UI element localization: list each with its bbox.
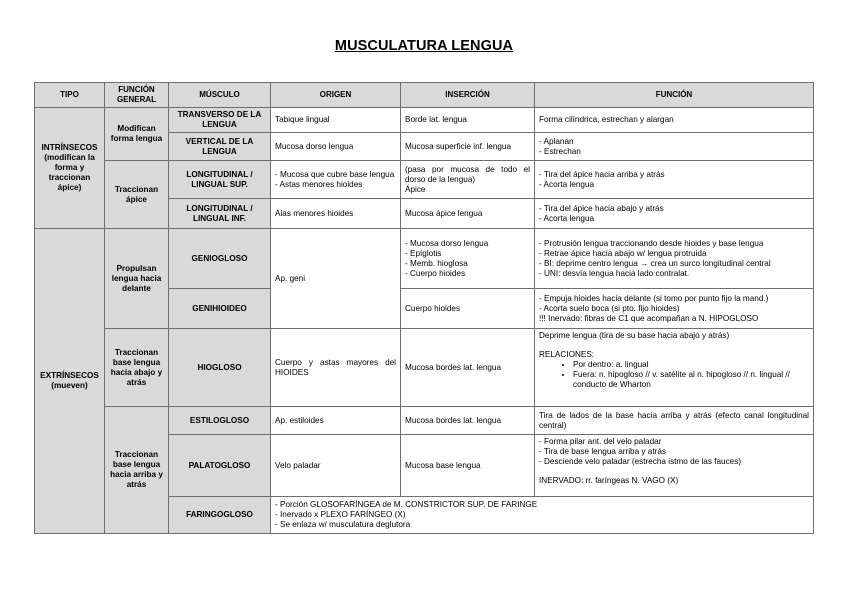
origen-cell: Ap. geni [271,229,401,329]
funcion-general-cell: Traccionan ápice [105,161,169,229]
funcion-cell [535,329,814,407]
musculo-cell: PALATOGLOSO [169,435,271,497]
insercion-cell: Mucosa base lengua [401,435,535,497]
table-row [35,161,814,199]
funcion-line: !!! Inervado: fibras de C1 que acompañan a N. HIPOGLOSO [539,313,759,323]
funcion-line: - Desciende velo paladar (estrecha istmo de las fauces) [539,457,742,466]
funcion-line: - Retrae ápice hacia abajo w/ lengua protruida [539,248,707,258]
note-line: - Porción GLOSOFARÍNGEA de M. CONSTRICTOR SUP. DE FARINGE [275,500,538,509]
funcion-general-cell: Traccionan base lengua hacia arriba y atrás [105,407,169,534]
insercion-line: - Epíglotis [405,248,442,258]
funcion-line: - Acorta suelo boca (si pto. fijo hioides) [539,303,680,313]
origen-cell: Velo paladar [271,435,401,497]
funcion-cell [535,133,814,161]
header-tipo: TIPO [35,83,105,108]
table-row [35,329,814,407]
funcion-line: - Tira del ápice hacia arriba y atrás [539,169,665,179]
musculo-cell: HIOGLOSO [169,329,271,407]
musculo-cell: VERTICAL DE LA LENGUA [169,133,271,161]
funcion-cell: Forma cilíndrica, estrechan y alargan [535,108,814,133]
origen-line: - Mucosa que cubre base lengua [275,169,395,179]
list-item: • Fuera: n. hipogloso // v. satélite al n. hipogloso // n. lingual // conducto de Wharton [573,370,809,390]
origen-cell: Alas menores hioides [271,199,401,229]
funcion-line: - Aplanan [539,136,574,146]
insercion-cell: Mucosa bordes lat. lengua [401,407,535,435]
table-row [35,229,814,289]
list-item: • Por dentro: a. lingual [573,360,809,370]
header-musculo: MÚSCULO [169,83,271,108]
insercion-cell [401,229,535,289]
musculo-cell: ESTILOGLOSO [169,407,271,435]
funcion-cell [535,435,814,497]
origen-cell: Cuerpo y astas mayores del HIOIDES [271,329,401,407]
funcion-cell [535,289,814,329]
funcion-line: - Estrechan [539,146,581,156]
funcion-line: - Empuja hioides hacia delante (si tomo por punto fijo la mand.) [539,293,769,303]
funcion-cell: Tira de lados de la base hacia arriba y atrás (efecto canal longitudinal central) [535,407,814,435]
header-row [35,83,814,108]
insercion-line: Ápice [405,184,426,194]
musculo-cell: TRANSVERSO DE LA LENGUA [169,108,271,133]
faringogloso-notes [271,497,814,534]
funcion-line: - Protrusión lengua traccionando desde hioides y base lengua [539,238,764,248]
table-row [35,108,814,133]
origen-cell [271,161,401,199]
insercion-cell: Mucosa bordes lat. lengua [401,329,535,407]
inervado-line: INERVADO: rr. faríngeas N. VAGO (X) [539,476,679,485]
insercion-cell: Borde lat. lengua [401,108,535,133]
origen-cell: Tabique lingual [271,108,401,133]
document-title: MUSCULATURA LENGUA [334,38,514,54]
funcion-line: - BI: deprime centro lengua → crea un surco longitudinal central [539,258,771,268]
note-line: - Se enlaza w/ musculatura deglutora [275,520,411,529]
funcion-cell [535,229,814,289]
funcion-line: - Tira del ápice hacia abajo y atrás [539,203,664,213]
funcion-line: Deprime lengua (tira de su base hacia abajo y atrás) [539,331,730,340]
funcion-general-cell: Propulsan lengua hacia delante [105,229,169,329]
header-funcion-general: FUNCIÓN GENERAL [105,83,169,108]
funcion-line: - Tira de base lengua arriba y atrás [539,447,666,456]
insercion-line: - Mucosa dorso lengua [405,238,489,248]
musculo-cell: GENIHIOIDEO [169,289,271,329]
insercion-cell: Cuerpo hioides [401,289,535,329]
insercion-cell: Mucosa ápice lengua [401,199,535,229]
funcion-line: - Forma pilar ant. del velo paladar [539,437,662,446]
header-insercion: INSERCIÓN [401,83,535,108]
relaciones-label: RELACIONES: [539,350,595,359]
origen-line: - Astas menores hioides [275,179,363,189]
musculo-cell: FARINGOGLOSO [169,497,271,534]
tipo-extrinsecos: EXTRÍNSECOS (mueven) [35,229,105,534]
insercion-line: - Memb. hioglosa [405,258,468,268]
musculo-cell: LONGITUDINAL / LINGUAL SUP. [169,161,271,199]
insercion-cell: Mucosa superficie inf. lengua [401,133,535,161]
insercion-line: - Cuerpo hioides [405,268,466,278]
origen-cell: Ap. estiloides [271,407,401,435]
table-row [35,407,814,435]
funcion-line: - Acorta lengua [539,213,595,223]
muscle-table [34,82,814,534]
relaciones-list [539,360,809,390]
funcion-line: - Acorta lengua [539,179,595,189]
header-funcion: FUNCIÓN [535,83,814,108]
funcion-line: - UNI: desvía lengua hacia lado contralat. [539,268,690,278]
musculo-cell: GENIOGLOSO [169,229,271,289]
funcion-cell [535,199,814,229]
musculo-cell: LONGITUDINAL / LINGUAL INF. [169,199,271,229]
insercion-line: (pasa por mucosa de todo el dorso de la lengua) [405,164,530,184]
header-origen: ORIGEN [271,83,401,108]
note-line: - Inervado x PLEXO FARÍNGEO (X) [275,510,406,519]
funcion-general-cell: Traccionan base lengua hacia abajo y atrás [105,329,169,407]
funcion-cell [535,161,814,199]
origen-cell: Mucosa dorso lengua [271,133,401,161]
insercion-cell [401,161,535,199]
tipo-intrinsecos: INTRÍNSECOS (modifican la forma y traccionan ápice) [35,108,105,229]
funcion-general-cell: Modifican forma lengua [105,108,169,161]
